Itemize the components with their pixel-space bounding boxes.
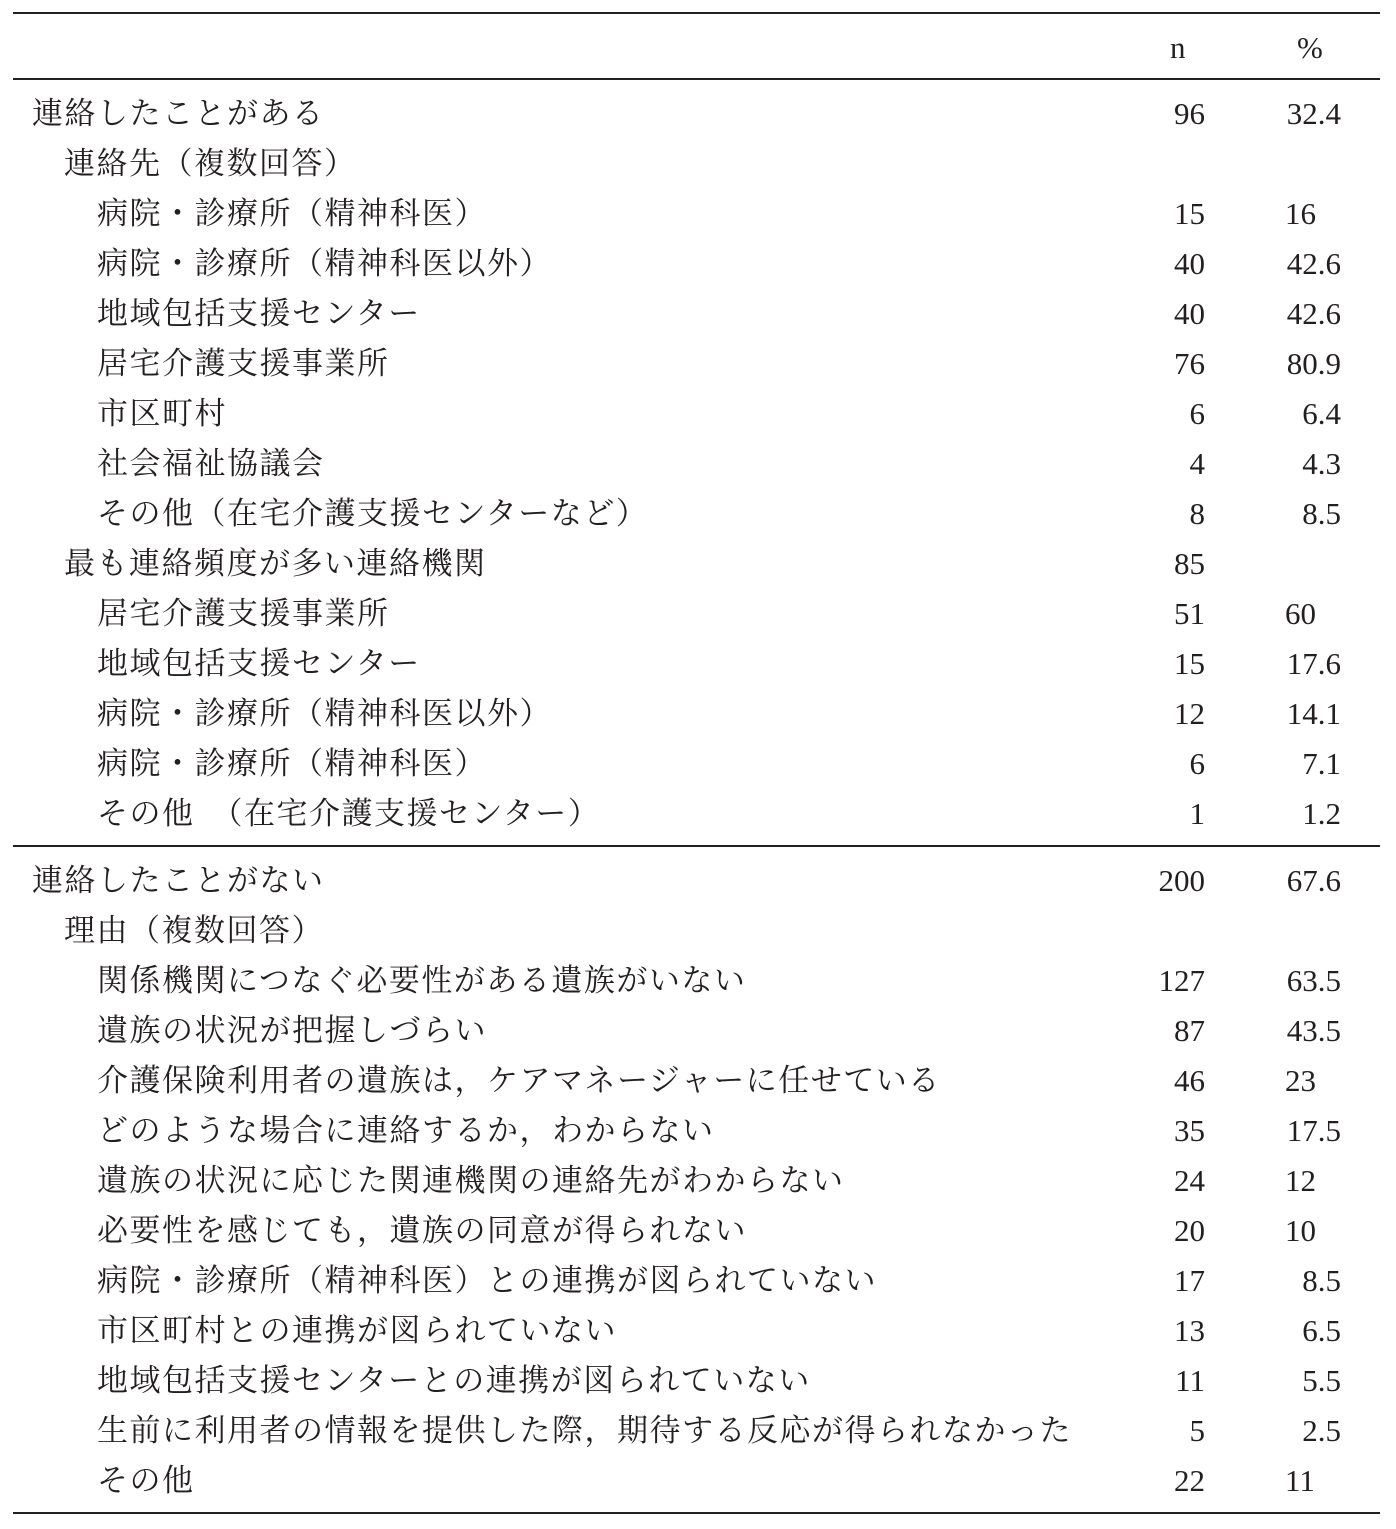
- table-row: [0, 789, 1396, 839]
- row-label: 生前に利用者の情報を提供した際，期待する反応が得られなかった: [97, 1413, 1072, 1449]
- header-n: n: [1170, 30, 1186, 65]
- row-n: 24: [1174, 1163, 1205, 1198]
- table-row: [0, 589, 1396, 639]
- row-label: 連絡先（複数回答）: [64, 146, 357, 182]
- row-percent: 60: [1285, 596, 1316, 631]
- row-label: 市区町村との連携が図られていない: [97, 1313, 617, 1349]
- row-label: 関係機関につなぐ必要性がある遺族がいない: [97, 963, 747, 999]
- row-percent: 67.6: [1286, 863, 1341, 898]
- row-percent: 12: [1285, 1163, 1316, 1198]
- table-row: [0, 956, 1396, 1006]
- table-row: [0, 189, 1396, 239]
- row-label: その他（在宅介護支援センターなど）: [97, 496, 649, 532]
- row-n: 40: [1174, 296, 1205, 331]
- row-n: 1: [1189, 796, 1205, 831]
- table-row: [0, 1406, 1396, 1456]
- row-percent: 1.2: [1302, 796, 1341, 831]
- row-percent: 42.6: [1286, 296, 1341, 331]
- table-row: [0, 1006, 1396, 1056]
- row-n: 12: [1174, 696, 1205, 731]
- row-label: 介護保険利用者の遺族は，ケアマネージャーに任せている: [97, 1063, 941, 1099]
- row-percent: 16: [1285, 196, 1316, 231]
- table-row: [0, 906, 1396, 956]
- table-row: [0, 89, 1396, 139]
- table-row: [0, 339, 1396, 389]
- row-n: 76: [1174, 346, 1205, 381]
- row-n: 40: [1174, 246, 1205, 281]
- row-n: 87: [1174, 1013, 1205, 1048]
- top-rule: [13, 12, 1380, 14]
- row-percent: 10: [1285, 1213, 1316, 1248]
- row-label: 病院・診療所（精神科医）との連携が図られていない: [97, 1263, 877, 1299]
- row-percent: 6.5: [1302, 1313, 1341, 1348]
- row-percent: 42.6: [1286, 246, 1341, 281]
- row-label: 居宅介護支援事業所: [97, 596, 390, 632]
- row-label: 最も連絡頻度が多い連絡機関: [64, 546, 487, 582]
- row-n: 5: [1189, 1413, 1205, 1448]
- table-row: [0, 739, 1396, 789]
- row-n: 4: [1189, 446, 1205, 481]
- row-n: 17: [1174, 1263, 1205, 1298]
- row-percent: 8.5: [1302, 496, 1341, 531]
- row-percent: 43.5: [1286, 1013, 1341, 1048]
- row-n: 15: [1174, 196, 1205, 231]
- row-percent: 63.5: [1286, 963, 1341, 998]
- row-percent: 8.5: [1302, 1263, 1341, 1298]
- row-n: 15: [1174, 646, 1205, 681]
- row-n: 51: [1174, 596, 1205, 631]
- row-n: 200: [1158, 863, 1205, 898]
- row-n: 35: [1174, 1113, 1205, 1148]
- row-n: 11: [1175, 1363, 1205, 1398]
- table-row: [0, 539, 1396, 589]
- row-label: 遺族の状況が把握しづらい: [97, 1013, 487, 1049]
- row-n: 46: [1174, 1063, 1205, 1098]
- table-row: [0, 689, 1396, 739]
- row-label: 居宅介護支援事業所: [97, 346, 390, 382]
- row-n: 6: [1189, 746, 1205, 781]
- row-percent: 32.4: [1286, 96, 1341, 131]
- table-row: [0, 389, 1396, 439]
- table-row: [0, 1206, 1396, 1256]
- row-percent: 80.9: [1286, 346, 1341, 381]
- section-rule: [13, 845, 1380, 847]
- table-row: [0, 139, 1396, 189]
- row-n: 85: [1174, 546, 1205, 581]
- table-row: [0, 1056, 1396, 1106]
- row-label: その他: [97, 1463, 195, 1499]
- row-label: 地域包括支援センター: [97, 646, 421, 682]
- row-percent: 14.1: [1286, 696, 1341, 731]
- row-percent: 4.3: [1302, 446, 1341, 481]
- table-row: [0, 639, 1396, 689]
- table-row: [0, 856, 1396, 906]
- table-header: [0, 23, 1396, 73]
- row-n: 8: [1189, 496, 1205, 531]
- row-label: 社会福祉協議会: [97, 446, 325, 482]
- table-row: [0, 489, 1396, 539]
- row-n: 22: [1174, 1463, 1205, 1498]
- row-label: その他 （在宅介護支援センター）: [97, 796, 601, 832]
- row-n: 6: [1189, 396, 1205, 431]
- row-label: 連絡したことがある: [32, 96, 325, 132]
- row-percent: 11: [1285, 1463, 1315, 1498]
- row-label: 必要性を感じても，遺族の同意が得られない: [97, 1213, 747, 1249]
- row-n: 127: [1158, 963, 1205, 998]
- row-label: 病院・診療所（精神科医以外）: [97, 246, 552, 282]
- row-label: 地域包括支援センター: [97, 296, 421, 332]
- row-n: 13: [1174, 1313, 1205, 1348]
- bottom-rule: [13, 1512, 1380, 1514]
- table-row: [0, 1156, 1396, 1206]
- row-label: 理由（複数回答）: [64, 913, 324, 949]
- table-row: [0, 1256, 1396, 1306]
- row-percent: 17.6: [1286, 646, 1341, 681]
- row-label: 地域包括支援センターとの連携が図られていない: [97, 1363, 811, 1399]
- table-row: [0, 239, 1396, 289]
- table-row: [0, 439, 1396, 489]
- row-percent: 17.5: [1286, 1113, 1341, 1148]
- header-percent: %: [1297, 30, 1323, 65]
- row-label: 連絡したことがない: [32, 863, 325, 899]
- row-percent: 23: [1285, 1063, 1316, 1098]
- row-n: 20: [1174, 1213, 1205, 1248]
- table-row: [0, 289, 1396, 339]
- table-row: [0, 1106, 1396, 1156]
- row-label: 病院・診療所（精神科医以外）: [97, 696, 552, 732]
- row-percent: 7.1: [1302, 746, 1341, 781]
- table-row: [0, 1456, 1396, 1506]
- row-percent: 2.5: [1302, 1413, 1341, 1448]
- header-rule: [13, 78, 1380, 80]
- table-row: [0, 1306, 1396, 1356]
- row-label: 遺族の状況に応じた関連機関の連絡先がわからない: [97, 1163, 845, 1199]
- row-percent: 6.4: [1302, 396, 1341, 431]
- row-label: 病院・診療所（精神科医）: [97, 196, 487, 232]
- row-label: 病院・診療所（精神科医）: [97, 746, 487, 782]
- row-label: どのような場合に連絡するか，わからない: [97, 1113, 715, 1149]
- row-percent: 5.5: [1302, 1363, 1341, 1398]
- row-n: 96: [1174, 96, 1205, 131]
- table-row: [0, 1356, 1396, 1406]
- row-label: 市区町村: [97, 396, 227, 432]
